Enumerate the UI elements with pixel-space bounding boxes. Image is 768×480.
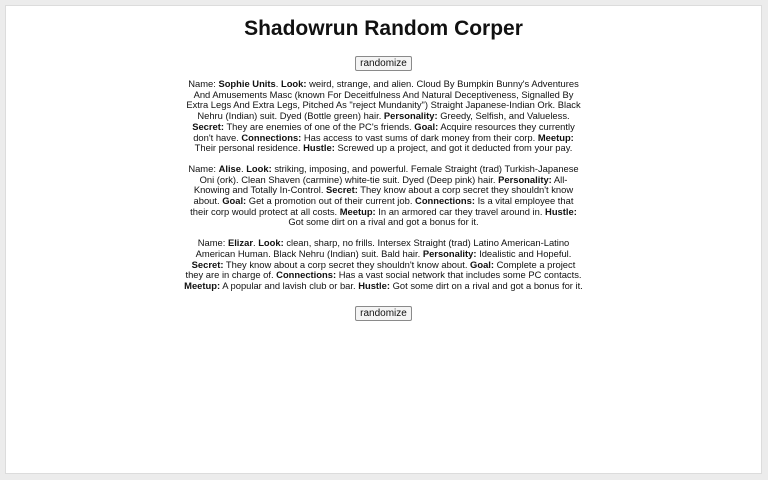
- corper-look: striking, imposing, and powerful. Female Straight (trad) Turkish-Japanese Oni (ork). Clean Shaven (carmine) white-tie suit. Dyed (Deep pink) hair.: [199, 162, 579, 185]
- corper-personality: Idealistic and Hopeful.: [479, 247, 572, 259]
- goal-label: Goal:: [414, 120, 439, 132]
- main-content: [184, 6, 584, 319]
- top-button-row: [184, 53, 584, 69]
- corper-meetup: Their personal residence.: [194, 142, 301, 154]
- connections-label: Connections:: [276, 269, 337, 281]
- personality-label: Personality:: [498, 173, 552, 185]
- corper-entry: Name: Alise. Look: striking, imposing, and powerful. Female Straight (trad) Turkish-Japanese Oni (ork). Clean Shaven (carmine) white-tie suit. Dyed (Deep pink) hair. Personality: All-Knowing and Totally In-Control. Secret: They know about a corp secret they shouldn't know about. Goal: Get a promotion out of their current job. Connections: Is a vital employee that their corp would protect at all costs. Meetup: In an armored car they travel around in. Hustle: Got some dirt on a rival and got a bonus for it.: [188, 162, 579, 228]
- personality-label: Personality:: [383, 110, 438, 122]
- randomize-button-top[interactable]: randomize: [355, 56, 412, 71]
- hustle-label: Hustle:: [303, 142, 335, 154]
- name-label: Name:: [197, 237, 226, 249]
- look-label: Look:: [258, 237, 284, 249]
- corper-hustle: Got some dirt on a rival and got a bonus for it.: [392, 279, 583, 291]
- corper-hustle: Screwed up a project, and got it deducted from your pay.: [337, 142, 573, 154]
- page-frame: [5, 5, 762, 474]
- corper-goal: Get a promotion out of their current job.: [248, 195, 413, 207]
- goal-label: Goal:: [470, 258, 495, 270]
- corper-look: clean, sharp, no frills. Intersex Straight (trad) Latino American-Latino American Human. Black Nehru (Indian) suit. Bald hair.: [195, 237, 570, 259]
- corper-meetup: In an armored car they travel around in.: [378, 205, 543, 217]
- hustle-label: Hustle:: [358, 279, 390, 291]
- corper-personality: Greedy, Selfish, and Valueless.: [440, 110, 570, 122]
- secret-label: Secret:: [192, 120, 224, 132]
- secret-label: Secret:: [326, 184, 358, 196]
- name-label: Name:: [188, 78, 216, 89]
- bottom-button-row: [184, 303, 584, 319]
- corper-name: Alise: [218, 162, 241, 174]
- corper-entry: Name: Elizar. Look: clean, sharp, no frills. Intersex Straight (trad) Latino American-Latino American Human. Black Nehru (Indian) suit. Bald hair. Personality: Idealistic and Hopeful. Secret: They know about a corp secret they shouldn't know about. Goal: Complete a project they are in charge of. Connections: Has a vast social network that includes some PC contacts. Meetup: A popular and lavish club or bar. Hustle: Got some dirt on a rival and got a bonus for it.: [184, 237, 583, 291]
- connections-label: Connections:: [241, 131, 302, 143]
- corper-name: Sophie Units: [218, 78, 276, 89]
- goal-label: Goal:: [222, 195, 247, 207]
- corper-secret: They are enemies of one of the PC's friends.: [226, 120, 412, 132]
- name-label: Name:: [188, 162, 216, 174]
- corper-connections: Has access to vast sums of dark money from their corp.: [303, 131, 536, 143]
- connections-label: Connections:: [415, 195, 475, 207]
- meetup-label: Meetup:: [537, 131, 574, 143]
- corper-hustle: Got some dirt on a rival and got a bonus for it.: [288, 216, 479, 228]
- randomize-button-bottom[interactable]: randomize: [355, 306, 412, 321]
- corper-connections: Has a vast social network that includes some PC contacts.: [338, 269, 582, 281]
- corper-goal: Complete a project they are in charge of.: [185, 258, 576, 281]
- corper-name: Elizar: [227, 237, 253, 249]
- look-label: Look:: [280, 78, 307, 89]
- meetup-label: Meetup:: [339, 205, 376, 217]
- personality-label: Personality:: [422, 247, 477, 259]
- meetup-label: Meetup:: [184, 279, 221, 291]
- corper-goal: Acquire resources they currently don't have.: [193, 120, 575, 143]
- corper-connections: Is a vital employee that their corp would protect at all costs.: [190, 195, 574, 217]
- corper-entry: Name: Sophie Units. Look: weird, strange, and alien. Cloud By Bumpkin Bunny's Adventures And Amusements Masc (known For Deceitfulness And Natural Deceptiveness, Signalled By Extra Legs And Extra Legs, Pitched As "reject Mundanity") Straight Japanese-Indian Ork. Black Nehru (Indian) suit. Dyed (Bottle green) hair. Personality: Greedy, Selfish, and Valueless. Secret: They are enemies of one of the PC's friends. Goal: Acquire resources they currently don't have. Connections: Has access to vast sums of dark money from their corp. Meetup: Their personal residence. Hustle: Screwed up a project, and got it deducted from your pay.: [186, 78, 581, 154]
- corper-secret: They know about a corp secret they shouldn't know about.: [225, 258, 468, 270]
- corper-look: weird, strange, and alien. Cloud By Bumpkin Bunny's Adventures And Amusements Masc (known For Deceitfulness And Natural Deceptiveness, Signalled By Extra Legs And Extra Legs, Pitched As "reject Mundanity") Straight Japanese-Indian Ork. Black Nehru (Indian) suit. Dyed (Bottle green) hair.: [186, 78, 581, 122]
- secret-label: Secret:: [191, 258, 224, 270]
- hustle-label: Hustle:: [545, 205, 577, 217]
- page-title: Shadowrun Random Corper: [244, 17, 523, 40]
- look-label: Look:: [246, 162, 272, 174]
- corper-secret: They know about a corp secret they shouldn't know about.: [193, 184, 574, 207]
- corper-meetup: A popular and lavish club or bar.: [222, 279, 356, 291]
- corper-personality: All-Knowing and Totally In-Control.: [193, 173, 568, 196]
